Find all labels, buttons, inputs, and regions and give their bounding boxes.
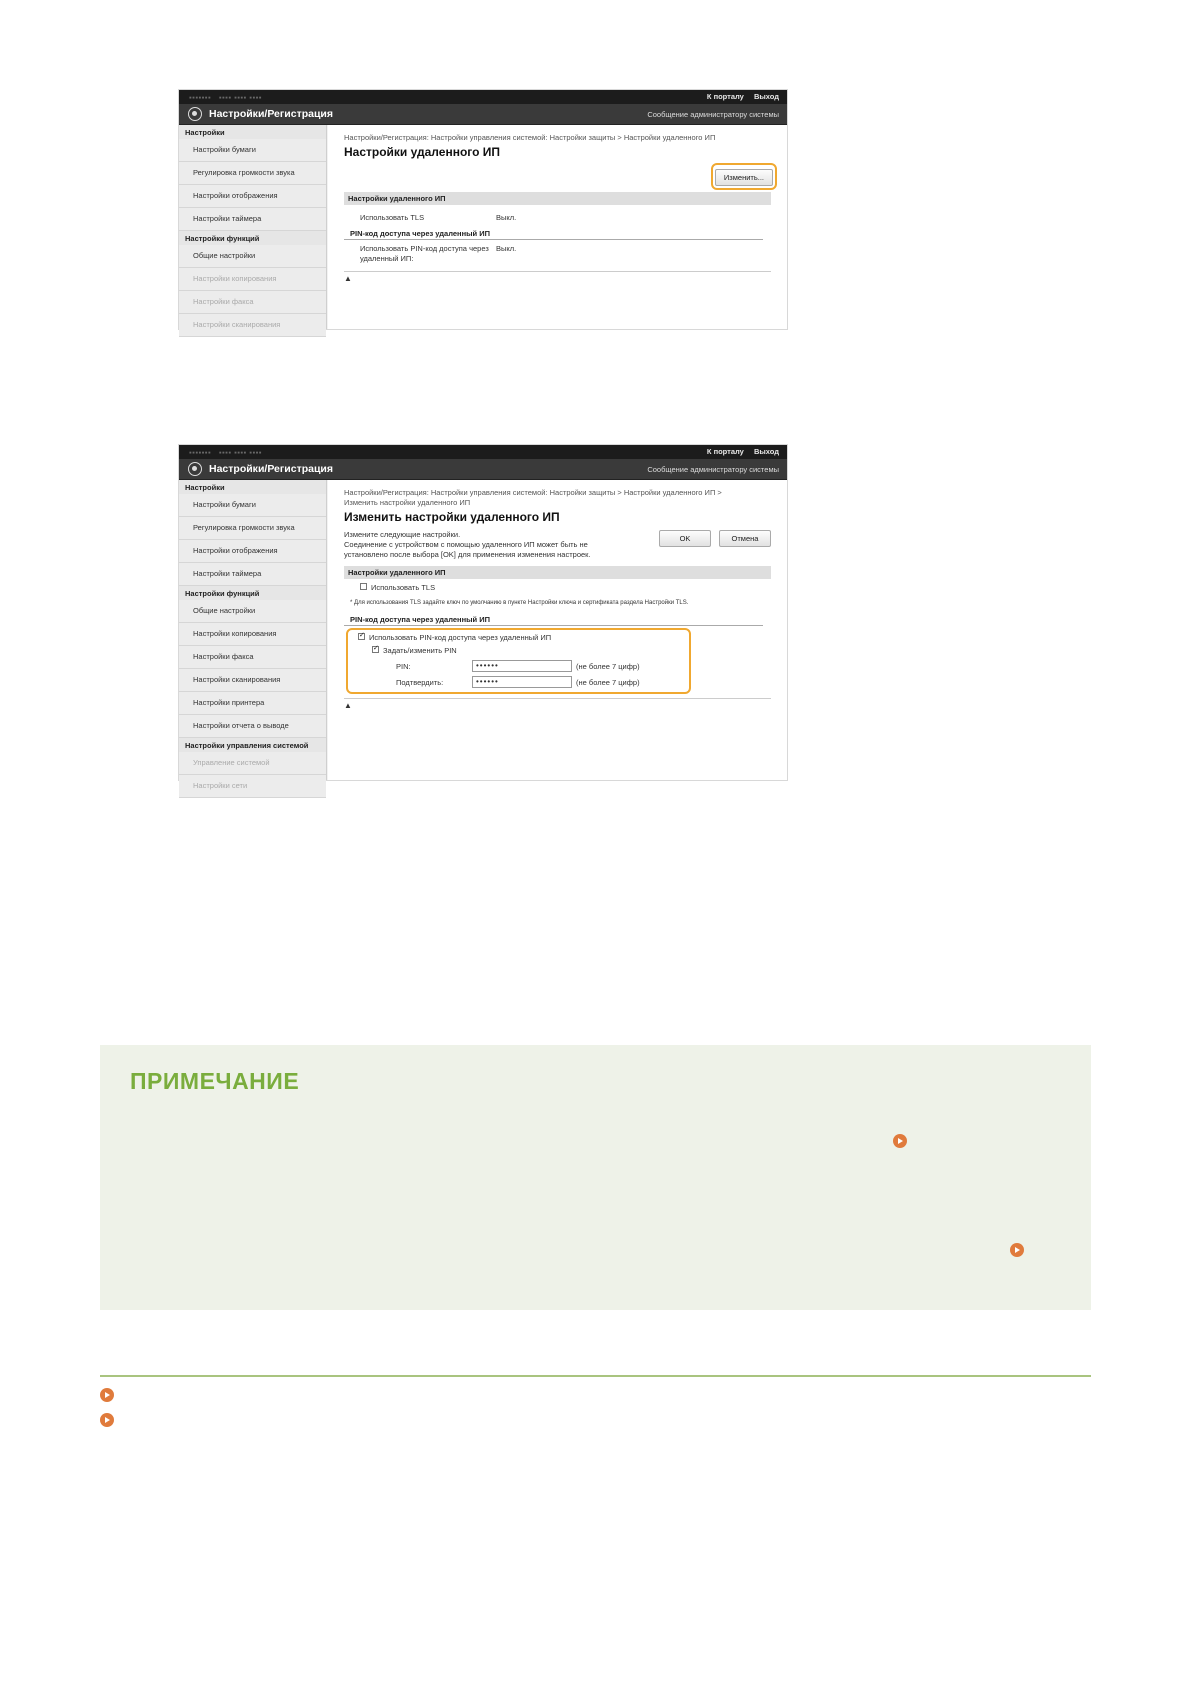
sidebar-item[interactable]: Регулировка громкости звука [179,162,326,185]
pin-section-header: PIN-код доступа через удаленный ИП [344,612,763,626]
sidebar-item[interactable]: Регулировка громкости звука [179,517,326,540]
sidebar-item[interactable]: Настройки копирования [179,623,326,646]
tls-value: Выкл. [496,213,517,222]
logout-link[interactable]: Выход [753,447,779,456]
use-pin-checkbox[interactable] [358,633,365,640]
sidebar-item[interactable]: Настройки сканирования [179,669,326,692]
sidebar-item[interactable]: Настройки сканирования [179,314,326,337]
pin-input[interactable]: •••••• [472,660,572,672]
link-arrow-icon[interactable] [893,1134,907,1148]
confirm-hint: (не более 7 цифр) [576,677,640,687]
sidebar-item[interactable]: Настройки бумаги [179,494,326,517]
sidebar-item[interactable]: Настройки копирования [179,268,326,291]
device-info-placeholder: ▪▪▪▪▪▪▪ ▪▪▪▪ ▪▪▪▪ ▪▪▪▪ [189,93,262,102]
sidebar-item[interactable]: Настройки таймера [179,208,326,231]
sidebar-item[interactable]: Настройки факса [179,646,326,669]
ok-button[interactable]: OK [659,530,711,547]
settings-gear-icon [188,107,202,121]
sidebar-item[interactable]: Общие настройки [179,245,326,268]
sidebar-item[interactable]: Настройки сети [179,775,326,798]
tls-note: * Для использования TLS задайте ключ по умолчанию в пункте Настройки ключа и сертификата раздела Настройки TLS. [350,600,689,606]
screenshot-edit-remote-ui-settings [178,444,788,790]
sidebar-group-label: Настройки функций [185,234,260,243]
logout-link[interactable]: Выход [753,92,779,101]
divider [344,271,771,272]
section-header: Настройки удаленного ИП [344,192,771,205]
pin-input-row [358,658,685,674]
tls-label: Использовать TLS [360,213,425,222]
confirm-pin-input[interactable]: •••••• [472,676,572,688]
top-bar [179,90,787,104]
screenshot-remote-ui-settings [178,89,788,330]
tls-label: Использовать TLS [371,583,436,592]
instruction-line-3: установлено после выбора [OK] для применения изменения настроек. [344,550,591,559]
app-title: Настройки/Регистрация [209,463,333,475]
edit-button[interactable]: Изменить... [715,169,773,186]
note-heading: ПРИМЕЧАНИЕ [130,1068,300,1094]
device-info-placeholder: ▪▪▪▪▪▪▪ ▪▪▪▪ ▪▪▪▪ ▪▪▪▪ [189,448,262,457]
sidebar-item[interactable]: Настройки факса [179,291,326,314]
use-pin-row [358,632,685,644]
section-header: Настройки удаленного ИП [344,566,771,579]
sidebar-group-label: Настройки функций [185,589,260,598]
link-arrow-icon[interactable] [1010,1243,1024,1257]
pin-hint: (не более 7 цифр) [576,661,640,671]
pin-settings-highlight [346,628,691,694]
tls-row [344,579,771,596]
instruction-line-1: Измените следующие настройки. [344,530,461,539]
sidebar-item[interactable]: Настройки принтера [179,692,326,715]
breadcrumb-line-2: Изменить настройки удаленного ИП [344,498,471,507]
top-bar [179,445,787,459]
sidebar [179,480,327,790]
page-title: Изменить настройки удаленного ИП [344,510,560,524]
instruction-line-2: Соединение с устройством с помощью удаленного ИП может быть не [344,540,588,549]
confirm-label: Подтвердить: [396,677,444,687]
breadcrumb-line-1: Настройки/Регистрация: Настройки управления системой: Настройки защиты > Настройки удаленного ИП > [344,488,722,497]
pin-section-header: PIN-код доступа через удаленный ИП [344,226,763,240]
confirm-input-row [358,674,685,690]
sidebar-group-label: Настройки управления системой [185,741,309,750]
pin-row [344,240,771,267]
divider [344,698,771,699]
admin-message-link[interactable]: Сообщение администратору системы [647,110,779,119]
app-title-bar [179,459,787,480]
page-title: Настройки удаленного ИП [344,145,501,159]
sidebar-item[interactable]: Настройки отчета о выводе [179,715,326,738]
link-arrow-icon[interactable] [100,1413,114,1427]
sidebar-item[interactable]: Настройки таймера [179,563,326,586]
app-title: Настройки/Регистрация [209,108,333,120]
sidebar-item[interactable]: Настройки отображения [179,540,326,563]
sidebar-group-label: Настройки [185,483,225,492]
sidebar [179,125,327,329]
tls-row [344,209,771,226]
sidebar-item[interactable]: Общие настройки [179,600,326,623]
cancel-button[interactable]: Отмена [719,530,771,547]
main-panel [328,125,787,329]
edit-button-highlight [711,163,777,190]
admin-message-link[interactable]: Сообщение администратору системы [647,465,779,474]
pin-value: Выкл. [496,244,517,253]
breadcrumb: Настройки/Регистрация: Настройки управления системой: Настройки защиты > Настройки удаленного ИП [344,133,716,142]
set-pin-row [358,644,685,658]
settings-gear-icon [188,462,202,476]
pin-label: Использовать PIN-код доступа через удаленный ИП: [360,244,489,263]
back-to-top-link[interactable]: ▲ [344,701,352,710]
sidebar-group-label: Настройки [185,128,225,137]
section-divider [100,1375,1091,1377]
note-box [100,1045,1091,1310]
set-pin-checkbox[interactable] [372,646,379,653]
sidebar-item[interactable]: Настройки бумаги [179,139,326,162]
portal-link[interactable]: К порталу [706,92,744,101]
tls-checkbox[interactable] [360,583,367,590]
link-arrow-icon[interactable] [100,1388,114,1402]
sidebar-item[interactable]: Настройки отображения [179,185,326,208]
pin-label: PIN: [396,661,411,671]
app-title-bar [179,104,787,125]
main-panel [328,480,787,780]
back-to-top-link[interactable]: ▲ [344,274,352,283]
sidebar-item[interactable]: Управление системой [179,752,326,775]
set-pin-label: Задать/изменить PIN [383,646,457,655]
portal-link[interactable]: К порталу [706,447,744,456]
use-pin-label: Использовать PIN-код доступа через удаленный ИП [369,633,552,642]
